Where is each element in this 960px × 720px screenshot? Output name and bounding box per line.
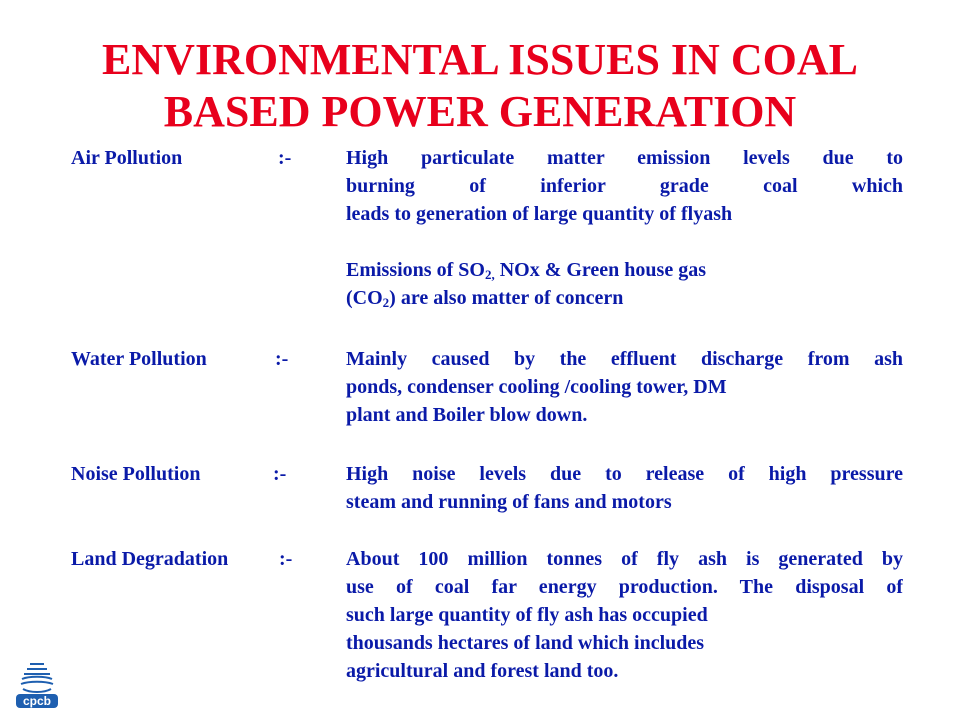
desc-line: Mainly caused by the effluent discharge from ash bbox=[346, 348, 903, 370]
co2-line: $(CO_2)$ are also matter of concern bbox=[346, 287, 624, 310]
label-land-degradation: Land Degradation bbox=[71, 548, 229, 570]
separator-water: :- bbox=[275, 348, 289, 370]
logo-text: cpcb bbox=[22, 694, 52, 708]
label-air-pollution: Air Pollution bbox=[71, 147, 183, 169]
desc-line: thousands hectares of land which includes bbox=[346, 632, 705, 654]
desc-line: High particulate matter emission levels due to bbox=[346, 147, 903, 169]
desc-line: steam and running of fans and motors bbox=[346, 491, 672, 513]
desc-line: use of coal far energy production. The disposal of bbox=[346, 576, 903, 598]
desc-water-pollution bbox=[346, 345, 903, 429]
label-water-pollution: Water Pollution bbox=[71, 348, 207, 370]
page-title bbox=[0, 34, 960, 138]
desc-line: About 100 million tonnes of fly ash is generated by bbox=[346, 548, 903, 570]
emissions-line: Emissions of $SO_{2,}$ NOx & Green house gas bbox=[346, 259, 706, 282]
desc-noise-pollution bbox=[346, 460, 903, 516]
separator-noise: :- bbox=[273, 463, 287, 485]
desc-line: leads to generation of large quantity of flyash bbox=[346, 203, 733, 225]
desc-air-pollution bbox=[346, 144, 903, 312]
cpcb-logo bbox=[14, 660, 60, 710]
separator-air: :- bbox=[278, 147, 292, 169]
separator-land: :- bbox=[279, 548, 293, 570]
desc-line: agricultural and forest land too. bbox=[346, 660, 619, 682]
desc-land-degradation bbox=[346, 545, 903, 685]
desc-line: such large quantity of fly ash has occupied bbox=[346, 604, 708, 626]
desc-line: plant and Boiler blow down. bbox=[346, 404, 588, 426]
desc-line: ponds, condenser cooling /cooling tower, DM bbox=[346, 376, 727, 398]
desc-line: burning of inferior grade coal which bbox=[346, 175, 903, 197]
desc-line: High noise levels due to release of high pressure bbox=[346, 463, 903, 485]
title-line-2: BASED POWER GENERATION bbox=[163, 87, 797, 136]
label-noise-pollution: Noise Pollution bbox=[71, 463, 201, 485]
title-line-1: ENVIRONMENTAL ISSUES IN COAL bbox=[102, 35, 858, 84]
